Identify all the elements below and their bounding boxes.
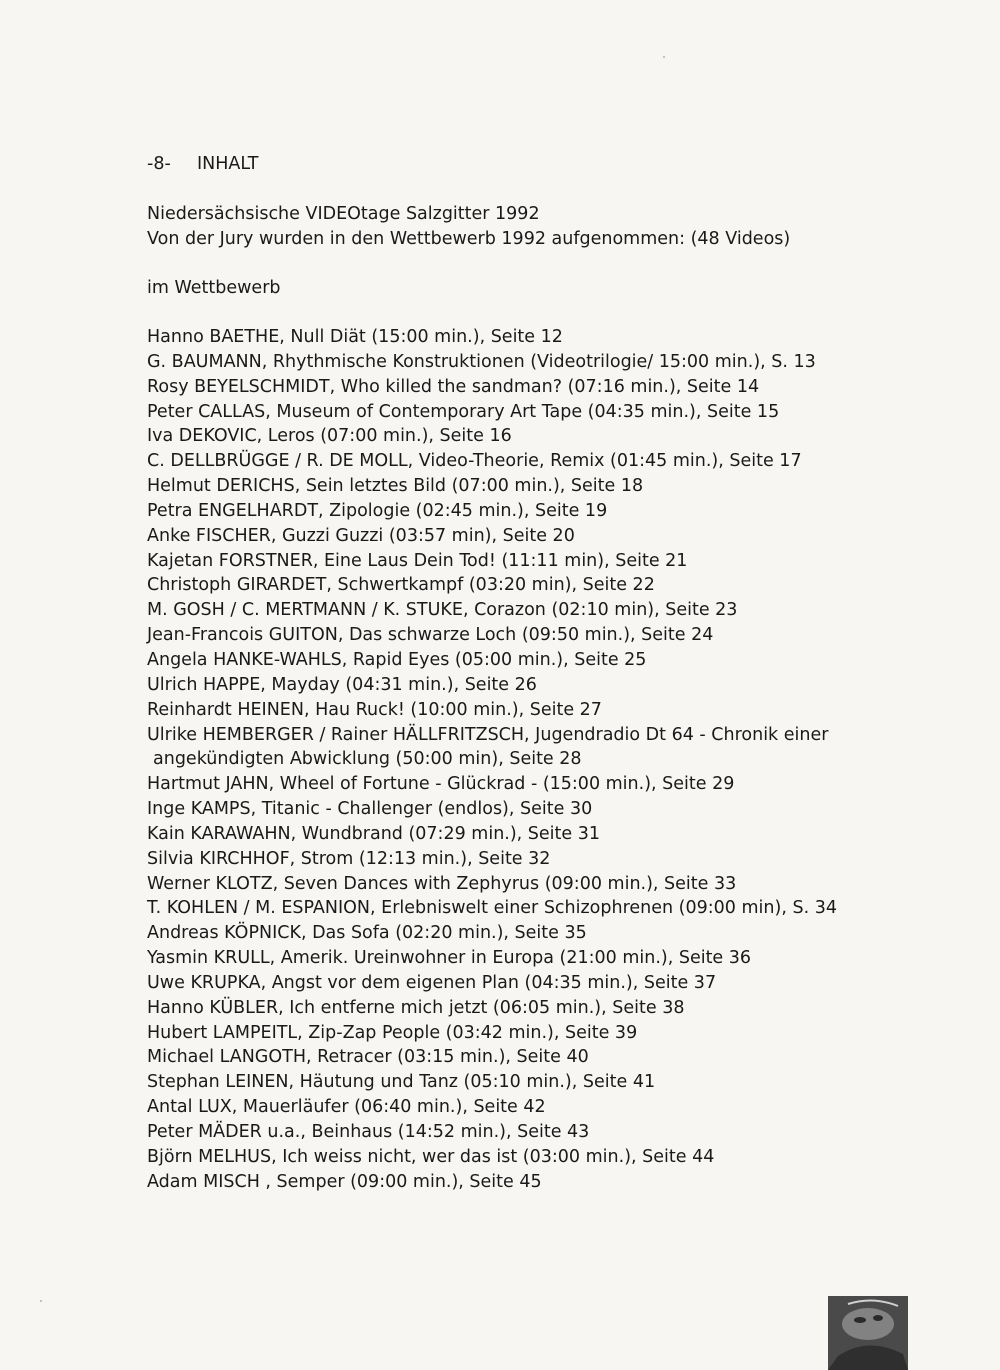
list-item: Hanno BAETHE, Null Diät (15:00 min.), Seite 12 (147, 327, 563, 347)
list-item: Helmut DERICHS, Sein letztes Bild (07:00 min.), Seite 18 (147, 476, 644, 497)
list-item: Ulrich HAPPE, Mayday (04:31 min.), Seite 26 (147, 674, 537, 695)
list-item: Hubert LAMPEITL, Zip-Zap People (03:42 min.), Seite 39 (147, 1022, 638, 1043)
list-item: M. GOSH / C. MERTMANN / K. STUKE, Corazon (02:10 min), Seite 23 (147, 600, 738, 621)
list-item: T. KOHLEN / M. ESPANION, Erlebniswelt einer Schizophrenen (09:00 min), S. 34 (147, 898, 837, 919)
list-item: Adam MISCH , Semper (09:00 min.), Seite 45 (147, 1171, 542, 1192)
list-item: Michael LANGOTH, Retracer (03:15 min.), Seite 40 (147, 1047, 589, 1068)
list-item: Peter CALLAS, Museum of Contemporary Art Tape (04:35 min.), Seite 15 (147, 401, 780, 422)
list-item: Reinhardt HEINEN, Hau Ruck! (10:00 min.), Seite 27 (147, 699, 602, 720)
photo-fragment-icon (828, 1296, 908, 1370)
list-item: Jean-Francois GUITON, Das schwarze Loch (09:50 min.), Seite 24 (147, 625, 714, 646)
corner-photo-fragment (828, 1296, 908, 1370)
list-item: C. DELLBRÜGGE / R. DE MOLL, Video-Theorie, Remix (01:45 min.), Seite 17 (147, 451, 802, 472)
list-item: Yasmin KRULL, Amerik. Ureinwohner in Europa (21:00 min.), Seite 36 (147, 948, 752, 969)
list-item: Rosy BEYELSCHMIDT, Who killed the sandman? (07:16 min.), Seite 14 (147, 376, 760, 397)
list-item: Peter MÄDER u.a., Beinhaus (14:52 min.), Seite 43 (147, 1122, 590, 1142)
page-header (147, 152, 258, 176)
list-item: Angela HANKE-WAHLS, Rapid Eyes (05:00 min.), Seite 25 (147, 649, 647, 670)
list-item: Björn MELHUS, Ich weiss nicht, wer das ist (03:00 min.), Seite 44 (147, 1146, 715, 1167)
list-item: Andreas KÖPNICK, Das Sofa (02:20 min.), Seite 35 (147, 923, 587, 944)
list-item: Kain KARAWAHN, Wundbrand (07:29 min.), Seite 31 (147, 823, 601, 844)
list-item: Hanno KÜBLER, Ich entferne mich jetzt (06:05 min.), Seite 38 (147, 997, 685, 1018)
festival-title: Niedersächsische VIDEOtage Salzgitter 1992 (147, 204, 540, 224)
section-heading: im Wettbewerb (147, 278, 281, 298)
list-item: Inge KAMPS, Titanic - Challenger (endlos), Seite 30 (147, 799, 593, 820)
list-item: Ulrike HEMBERGER / Rainer HÄLLFRITZSCH, Jugendradio Dt 64 - Chronik einer (147, 724, 829, 745)
list-item: Petra ENGELHARDT, Zipologie (02:45 min.), Seite 19 (147, 500, 608, 521)
list-item: Kajetan FORSTNER, Eine Laus Dein Tod! (11:11 min), Seite 21 (147, 550, 688, 571)
list-item: Hartmut JAHN, Wheel of Fortune - Glückrad - (15:00 min.), Seite 29 (147, 774, 735, 795)
list-item: Iva DEKOVIC, Leros (07:00 min.), Seite 16 (147, 426, 512, 447)
intro-block (147, 202, 790, 252)
list-item: Anke FISCHER, Guzzi Guzzi (03:57 min), Seite 20 (147, 525, 575, 546)
list-item: Antal LUX, Mauerläufer (06:40 min.), Seite 42 (147, 1097, 546, 1118)
page-title: INHALT (197, 154, 259, 174)
jury-statement: Von der Jury wurden in den Wettbewerb 1992 aufgenommen: (48 Videos) (147, 229, 791, 249)
list-item: Silvia KIRCHHOF, Strom (12:13 min.), Seite 32 (147, 848, 551, 869)
list-item: Stephan LEINEN, Häutung und Tanz (05:10 min.), Seite 41 (147, 1072, 656, 1093)
list-item: Uwe KRUPKA, Angst vor dem eigenen Plan (04:35 min.), Seite 37 (147, 972, 717, 993)
entry-list (147, 325, 927, 1195)
page-number: -8- (147, 154, 171, 174)
list-item: Werner KLOTZ, Seven Dances with Zephyrus (09:00 min.), Seite 33 (147, 873, 737, 894)
list-item: Christoph GIRARDET, Schwertkampf (03:20 min), Seite 22 (147, 575, 655, 596)
list-item: G. BAUMANN, Rhythmische Konstruktionen (Videotrilogie/ 15:00 min.), S. 13 (147, 351, 816, 372)
list-item-continuation: angekündigten Abwicklung (50:00 min), Seite 28 (153, 749, 582, 770)
